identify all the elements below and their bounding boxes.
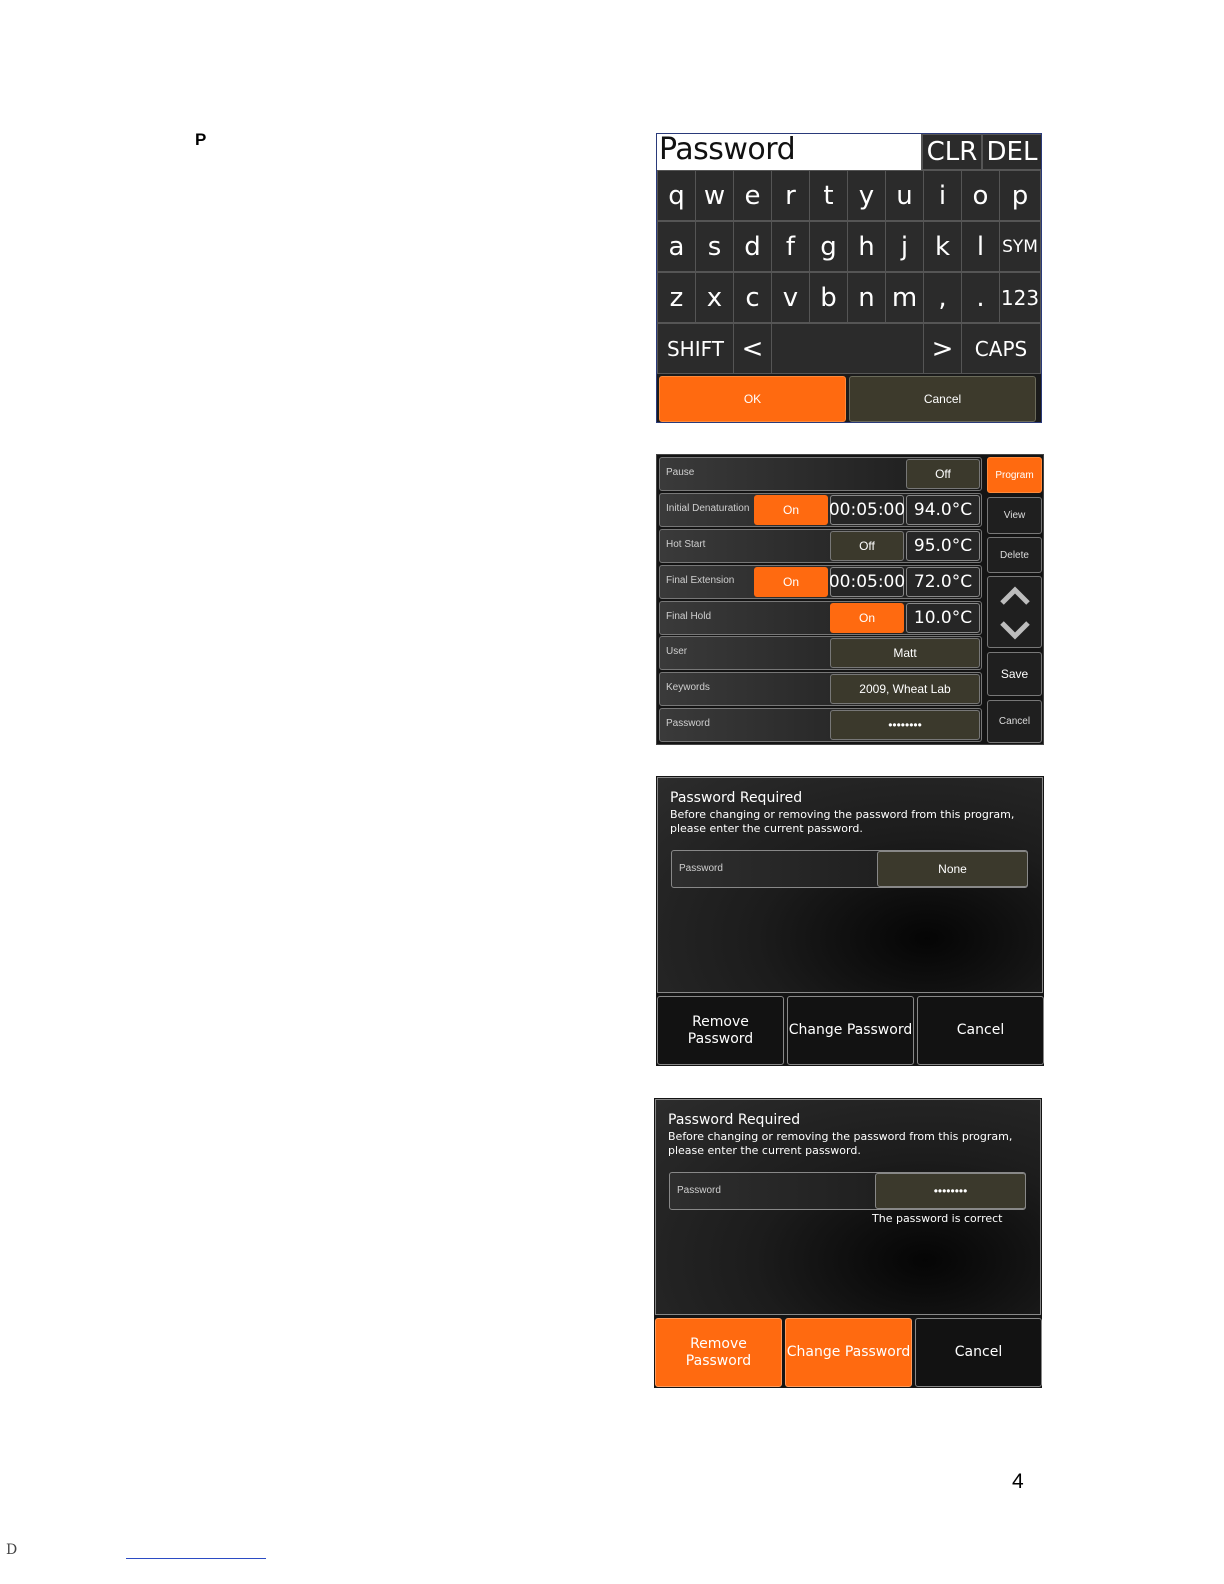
- final-extension-toggle[interactable]: On: [754, 567, 828, 597]
- hot-start-toggle[interactable]: Off: [830, 531, 904, 561]
- initial-denaturation-time[interactable]: 00:05:00: [830, 495, 904, 525]
- key-t[interactable]: t: [809, 170, 848, 221]
- keywords-label: Keywords: [666, 682, 710, 693]
- key-w[interactable]: w: [695, 170, 734, 221]
- clr-key[interactable]: CLR: [922, 134, 982, 170]
- key-c[interactable]: c: [733, 272, 772, 323]
- hot-start-label: Hot Start: [666, 539, 706, 550]
- dialog-cancel-button[interactable]: Cancel: [917, 996, 1044, 1065]
- key-s[interactable]: s: [695, 221, 734, 272]
- hot-start-temp[interactable]: 95.0°C: [906, 531, 980, 561]
- key-h[interactable]: h: [847, 221, 886, 272]
- footer-letter: D: [6, 1542, 18, 1558]
- final-hold-label: Final Hold: [666, 611, 712, 622]
- dialog-message: Before changing or removing the password from this program, please enter the current password.: [668, 1130, 1013, 1157]
- key-d[interactable]: d: [733, 221, 772, 272]
- pause-row: [659, 457, 982, 491]
- password-value[interactable]: ••••••••: [830, 710, 980, 740]
- key-j[interactable]: j: [885, 221, 924, 272]
- program-cancel-button[interactable]: Cancel: [987, 700, 1042, 743]
- password-row: [659, 708, 982, 742]
- key-o[interactable]: o: [961, 170, 1000, 221]
- key-l[interactable]: l: [961, 221, 1000, 272]
- key-p[interactable]: p: [999, 170, 1041, 221]
- space-key[interactable]: [771, 323, 924, 374]
- password-verified-dialog: [654, 1098, 1042, 1388]
- document-heading: P: [195, 130, 207, 149]
- password-required-dialog: [656, 776, 1044, 1066]
- scroll-arrows: [987, 576, 1042, 648]
- password-status-message: The password is correct: [872, 1212, 1003, 1225]
- password-input[interactable]: [657, 134, 922, 170]
- program-tab-button[interactable]: Program: [987, 457, 1042, 493]
- initial-denaturation-row: [659, 493, 982, 527]
- key-i[interactable]: i: [923, 170, 962, 221]
- dialog-cancel-button[interactable]: Cancel: [915, 1318, 1042, 1387]
- final-hold-toggle[interactable]: On: [830, 603, 904, 633]
- delete-button[interactable]: Delete: [987, 537, 1042, 573]
- key-r[interactable]: r: [771, 170, 810, 221]
- del-key[interactable]: DEL: [982, 134, 1042, 170]
- pause-label: Pause: [666, 467, 695, 478]
- key-period[interactable]: .: [961, 272, 1000, 323]
- final-extension-row: [659, 565, 982, 599]
- initial-denaturation-temp[interactable]: 94.0°C: [906, 495, 980, 525]
- remove-password-button[interactable]: Remove Password: [655, 1318, 782, 1387]
- key-b[interactable]: b: [809, 272, 848, 323]
- dialog-title: Password Required: [670, 790, 803, 806]
- key-e[interactable]: e: [733, 170, 772, 221]
- key-comma[interactable]: ,: [923, 272, 962, 323]
- dialog-title: Password Required: [668, 1112, 801, 1128]
- key-u[interactable]: u: [885, 170, 924, 221]
- change-password-button[interactable]: Change Password: [787, 996, 914, 1065]
- change-password-button[interactable]: Change Password: [785, 1318, 912, 1387]
- password-label: Password: [666, 718, 710, 729]
- key-n[interactable]: n: [847, 272, 886, 323]
- final-hold-temp[interactable]: 10.0°C: [906, 603, 980, 633]
- key-q[interactable]: q: [657, 170, 696, 221]
- current-password-input[interactable]: ••••••••: [875, 1173, 1026, 1209]
- dialog-body: [657, 777, 1043, 993]
- key-sym[interactable]: SYM: [999, 221, 1041, 272]
- key-y[interactable]: y: [847, 170, 886, 221]
- key-x[interactable]: x: [695, 272, 734, 323]
- current-password-field: [671, 850, 1028, 888]
- current-password-label: Password: [677, 1185, 721, 1196]
- cursor-left-key[interactable]: <: [733, 323, 772, 374]
- key-v[interactable]: v: [771, 272, 810, 323]
- dialog-message: Before changing or removing the password from this program, please enter the current password.: [670, 808, 1015, 835]
- remove-password-button[interactable]: Remove Password: [657, 996, 784, 1065]
- password-input-value: Password: [659, 133, 796, 167]
- user-value[interactable]: Matt: [830, 638, 980, 668]
- final-extension-temp[interactable]: 72.0°C: [906, 567, 980, 597]
- caps-key[interactable]: CAPS: [961, 323, 1041, 374]
- keywords-value[interactable]: 2009, Wheat Lab: [830, 674, 980, 704]
- dialog-body: [655, 1099, 1041, 1315]
- current-password-input[interactable]: None: [877, 851, 1028, 887]
- pause-toggle[interactable]: Off: [906, 459, 980, 489]
- chevron-down-icon[interactable]: [998, 613, 1032, 647]
- final-hold-row: [659, 601, 982, 635]
- footer-link-underline[interactable]: [126, 1558, 266, 1559]
- final-extension-label: Final Extension: [666, 575, 735, 586]
- user-label: User: [666, 646, 688, 657]
- cursor-right-key[interactable]: >: [923, 323, 962, 374]
- save-button[interactable]: Save: [987, 652, 1042, 696]
- user-row: [659, 636, 982, 670]
- current-password-label: Password: [679, 863, 723, 874]
- initial-denaturation-label: Initial Denaturation: [666, 503, 750, 514]
- hot-start-row: [659, 529, 982, 563]
- key-m[interactable]: m: [885, 272, 924, 323]
- key-z[interactable]: z: [657, 272, 696, 323]
- final-extension-time[interactable]: 00:05:00: [830, 567, 904, 597]
- view-button[interactable]: View: [987, 497, 1042, 534]
- shift-key[interactable]: SHIFT: [657, 323, 734, 374]
- chevron-up-icon[interactable]: [998, 579, 1032, 613]
- initial-denaturation-toggle[interactable]: On: [754, 495, 828, 525]
- ok-button[interactable]: OK: [659, 376, 846, 422]
- key-k[interactable]: k: [923, 221, 962, 272]
- password-keyboard: [656, 133, 1042, 423]
- keywords-row: [659, 672, 982, 706]
- keyboard-cancel-button[interactable]: Cancel: [849, 376, 1036, 422]
- key-g[interactable]: g: [809, 221, 848, 272]
- key-a[interactable]: a: [657, 221, 696, 272]
- key-123[interactable]: 123: [999, 272, 1041, 323]
- program-settings-panel: [656, 454, 1044, 745]
- page-number: 4: [1012, 1470, 1024, 1493]
- key-f[interactable]: f: [771, 221, 810, 272]
- current-password-field: [669, 1172, 1026, 1210]
